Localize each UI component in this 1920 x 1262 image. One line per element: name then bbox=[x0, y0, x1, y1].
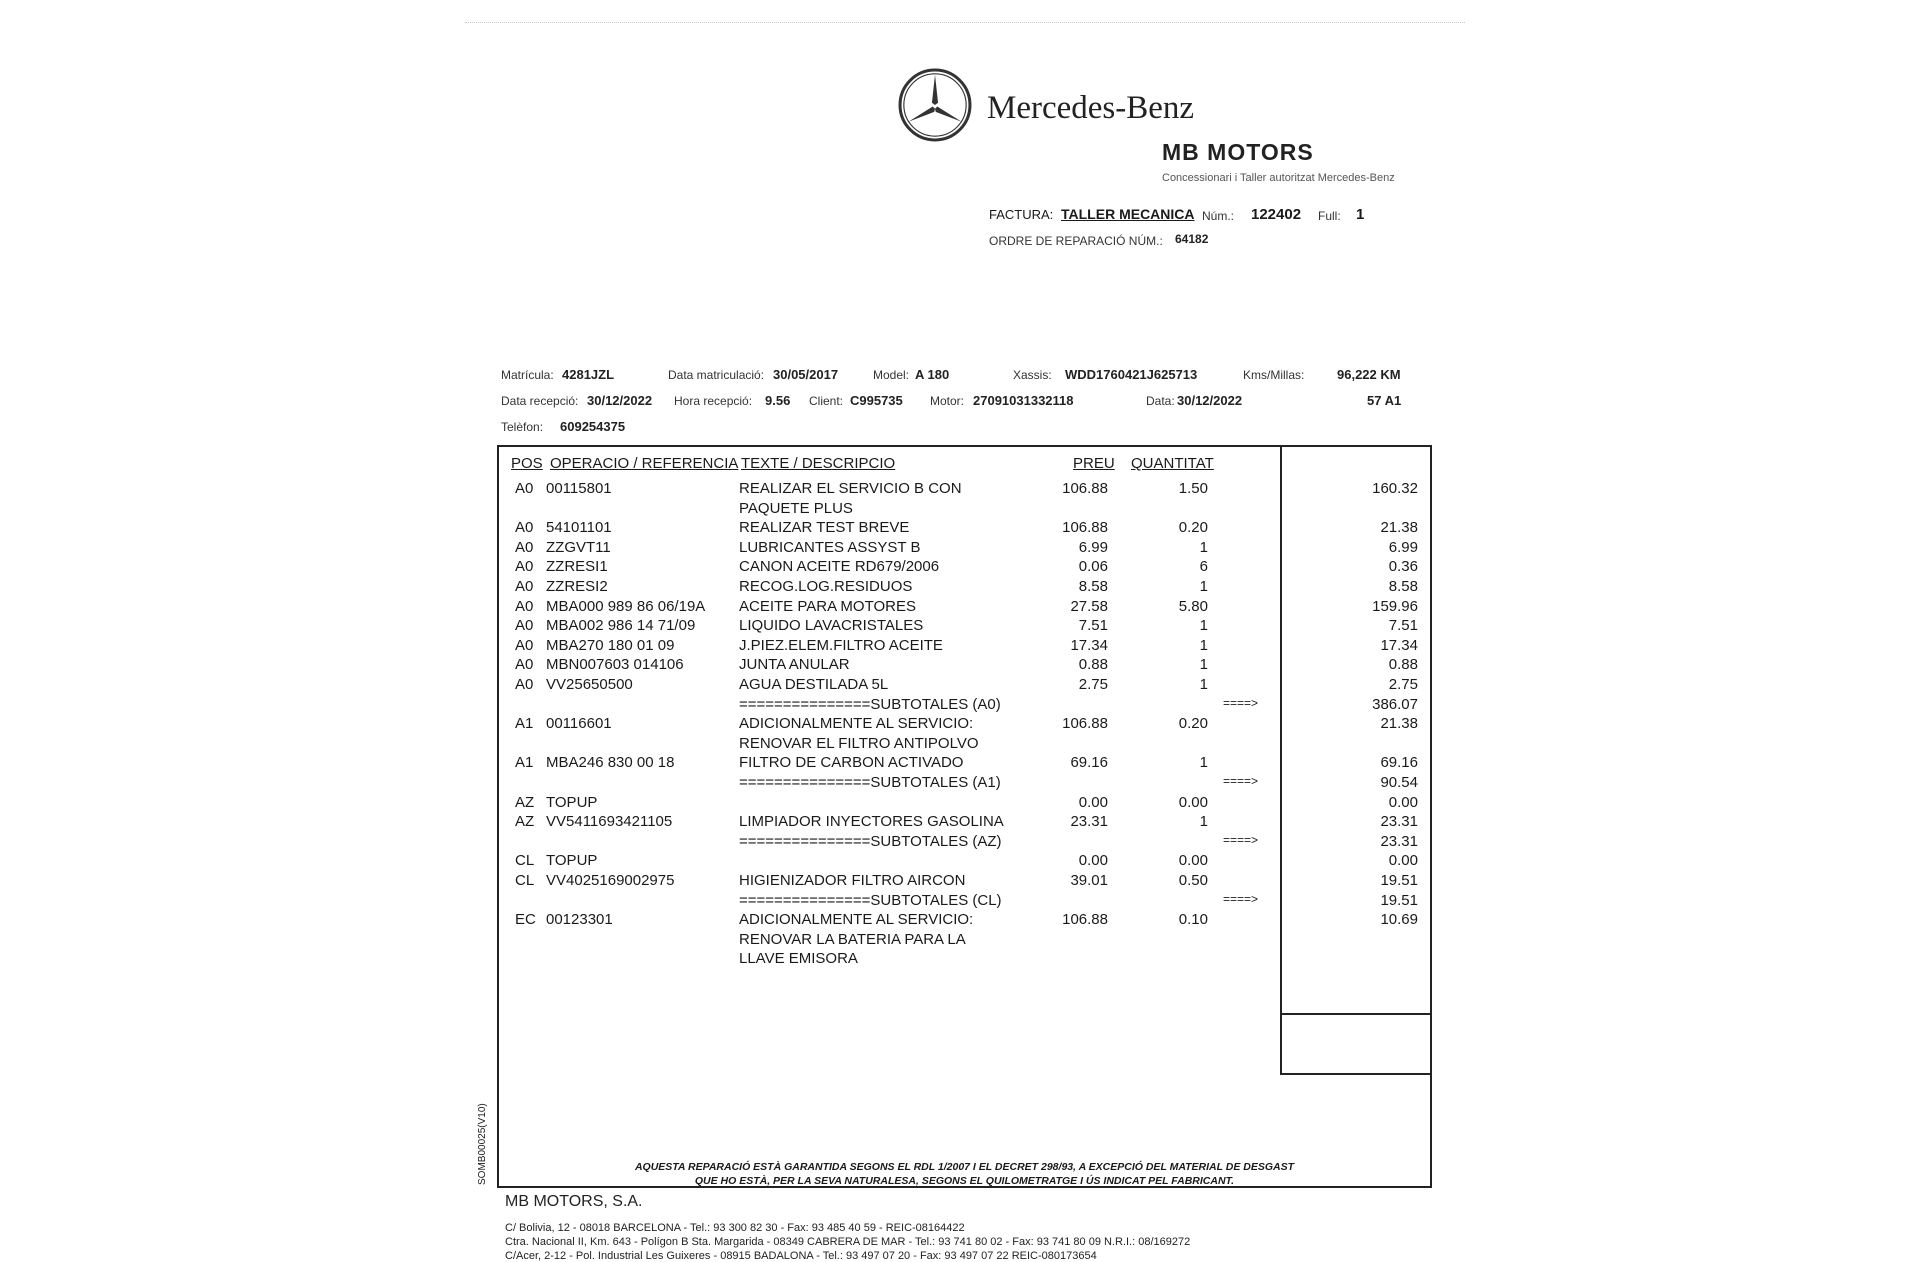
matricula-label: Matrícula: bbox=[501, 368, 554, 382]
row-desc: REALIZAR EL SERVICIO B CON bbox=[739, 480, 962, 497]
row-qty: 1 bbox=[1199, 538, 1208, 556]
table-row bbox=[0, 480, 1920, 500]
num-label: Núm.: bbox=[1202, 209, 1235, 223]
row-preu: 8.58 bbox=[1078, 578, 1108, 595]
table-row bbox=[0, 656, 1920, 676]
row-preu: 106.88 bbox=[1062, 480, 1108, 497]
row-total: 19.51 bbox=[1380, 872, 1418, 889]
row-ref: 00123301 bbox=[546, 911, 613, 929]
row-qty: 1.50 bbox=[1178, 480, 1208, 497]
row-preu: 0.00 bbox=[1078, 852, 1108, 870]
row-qty: 0.50 bbox=[1178, 872, 1208, 889]
row-pos: A0 bbox=[515, 538, 534, 556]
row-preu: 23.31 bbox=[1070, 813, 1108, 831]
row-desc: ADICIONALMENTE AL SERVICIO: bbox=[739, 715, 974, 733]
row-total: 160.32 bbox=[1372, 480, 1418, 497]
telefon-value: 609254375 bbox=[560, 419, 626, 434]
hora-recepcio-label: Hora recepció: bbox=[674, 394, 753, 408]
row-pos: A1 bbox=[515, 754, 534, 772]
brand-name: Mercedes-Benz bbox=[987, 90, 1195, 126]
row-total: 10.69 bbox=[1380, 911, 1418, 929]
row-arrow: ====> bbox=[1223, 891, 1259, 906]
row-total: 386.07 bbox=[1372, 695, 1418, 713]
row-desc: LIQUIDO LAVACRISTALES bbox=[739, 617, 924, 635]
table-row bbox=[0, 558, 1920, 578]
row-pos: CL bbox=[515, 852, 535, 870]
row-desc: RENOVAR EL FILTRO ANTIPOLVO bbox=[739, 734, 979, 752]
row-pos: AZ bbox=[515, 793, 535, 811]
row-total: 0.00 bbox=[1388, 793, 1418, 811]
row-arrow: ====> bbox=[1223, 695, 1259, 710]
telefon-label: Telèfon: bbox=[501, 420, 544, 434]
row-total: 17.34 bbox=[1380, 636, 1418, 654]
data-recepcio-value: 30/12/2022 bbox=[587, 393, 653, 408]
row-pos: A1 bbox=[515, 715, 534, 733]
footer-address-3: C/Acer, 2-12 - Pol. Industrial Les Guixeres - 08915 BADALONA - Tel.: 93 497 07 20 - Fax: 93 497 07 22 REIC-080173654 bbox=[505, 1250, 1097, 1262]
data-matriculacio-label: Data matriculació: bbox=[668, 368, 765, 382]
warranty-line-1: AQUESTA REPARACIÓ ESTÀ GARANTIDA SEGONS EL RDL 1/2007 I EL DECRET 298/93, A EXCEPCIÓ DEL MATERIAL DE DESGAST bbox=[634, 1161, 1295, 1173]
data-recepcio-label: Data recepció: bbox=[501, 394, 579, 408]
row-total: 0.00 bbox=[1388, 852, 1418, 870]
row-qty: 0.00 bbox=[1178, 793, 1208, 811]
row-arrow: ====> bbox=[1223, 774, 1259, 788]
row-ref: MBN007603 014106 bbox=[546, 656, 684, 674]
row-pos: EC bbox=[515, 911, 536, 929]
row-total: 69.16 bbox=[1380, 754, 1418, 772]
row-total: 7.51 bbox=[1388, 617, 1418, 635]
row-preu: 0.00 bbox=[1078, 793, 1108, 811]
full-label: Full: bbox=[1318, 209, 1341, 223]
row-qty: 5.80 bbox=[1178, 597, 1208, 615]
motor-value: 27091031332118 bbox=[973, 393, 1074, 408]
row-desc: LLAVE EMISORA bbox=[739, 950, 858, 968]
row-preu: 17.34 bbox=[1070, 636, 1108, 654]
num-value: 122402 bbox=[1251, 206, 1302, 223]
row-ref: MBA002 986 14 71/09 bbox=[546, 617, 696, 635]
table-row bbox=[0, 617, 1920, 637]
row-desc: ===============SUBTOTALES (AZ) bbox=[739, 832, 1002, 850]
kms-value: 96,222 KM bbox=[1337, 367, 1401, 382]
row-preu: 0.06 bbox=[1078, 558, 1108, 576]
table-row bbox=[0, 637, 1920, 657]
row-pos: CL bbox=[515, 872, 535, 889]
table-row bbox=[0, 931, 1920, 951]
row-ref: ZZRESI2 bbox=[546, 578, 608, 595]
row-desc: FILTRO DE CARBON ACTIVADO bbox=[739, 754, 964, 772]
form-code: SOMB00025(V10) bbox=[477, 1103, 488, 1185]
row-preu: 0.88 bbox=[1078, 656, 1108, 674]
table-row bbox=[0, 754, 1920, 774]
row-qty: 1 bbox=[1199, 754, 1208, 772]
full-value: 1 bbox=[1356, 206, 1365, 223]
row-desc: ===============SUBTOTALES (A0) bbox=[739, 695, 1001, 713]
table-row bbox=[0, 852, 1920, 872]
row-qty: 1 bbox=[1199, 617, 1208, 635]
row-pos: A0 bbox=[515, 617, 534, 635]
row-total: 23.31 bbox=[1380, 832, 1418, 850]
row-desc: REALIZAR TEST BREVE bbox=[739, 519, 910, 537]
row-pos: A0 bbox=[515, 656, 534, 674]
row-desc: PAQUETE PLUS bbox=[739, 499, 853, 517]
row-pos: A0 bbox=[515, 597, 534, 615]
row-desc: ===============SUBTOTALES (CL) bbox=[739, 891, 1002, 909]
row-ref: VV4025169002975 bbox=[546, 872, 675, 889]
motor-label: Motor: bbox=[930, 394, 965, 408]
row-qty: 1 bbox=[1199, 813, 1208, 831]
kms-label: Kms/Millas: bbox=[1243, 368, 1305, 382]
row-total: 21.38 bbox=[1380, 715, 1418, 733]
row-preu: 6.99 bbox=[1078, 538, 1108, 556]
table-row bbox=[0, 774, 1920, 794]
row-desc: JUNTA ANULAR bbox=[739, 656, 850, 674]
table-row bbox=[0, 715, 1920, 735]
header-desc: TEXTE / DESCRIPCIO bbox=[741, 455, 896, 472]
xassis-label: Xassis: bbox=[1013, 368, 1052, 382]
table-row bbox=[0, 519, 1920, 539]
mercedes-star-icon bbox=[897, 67, 973, 143]
row-desc: LUBRICANTES ASSYST B bbox=[739, 538, 921, 556]
row-ref: 00115801 bbox=[546, 480, 612, 497]
table-row bbox=[0, 950, 1920, 970]
data-value: 30/12/2022 bbox=[1177, 393, 1243, 408]
footer-address-1: C/ Bolivia, 12 - 08018 BARCELONA - Tel.: 93 300 82 30 - Fax: 93 485 40 59 - REIC-08164422 bbox=[505, 1222, 965, 1234]
table-row bbox=[0, 794, 1920, 814]
header-ref: OPERACIO / REFERENCIA bbox=[550, 455, 739, 472]
row-total: 21.38 bbox=[1380, 519, 1418, 537]
row-pos: A0 bbox=[515, 676, 534, 693]
row-qty: 0.00 bbox=[1178, 852, 1208, 870]
header-preu: PREU bbox=[1073, 455, 1115, 472]
row-total: 19.51 bbox=[1380, 891, 1418, 909]
row-qty: 1 bbox=[1199, 636, 1208, 654]
footer-address-2: Ctra. Nacional II, Km. 643 - Polígon B Sta. Margarida - 08349 CABRERA DE MAR - Tel.: 93 741 80 02 - Fax: 93 741 80 09 N.R.I.: 08/169272 bbox=[505, 1236, 1191, 1248]
header-pos: POS bbox=[511, 455, 543, 472]
table-row bbox=[0, 911, 1920, 931]
row-qty: 1 bbox=[1199, 676, 1208, 693]
row-ref: TOPUP bbox=[546, 793, 598, 811]
row-total: 0.88 bbox=[1388, 656, 1418, 674]
page-top-rule bbox=[465, 22, 1465, 23]
hora-recepcio-value: 9.56 bbox=[765, 393, 791, 408]
header-qty: QUANTITAT bbox=[1131, 455, 1214, 472]
footer-company: MB MOTORS, S.A. bbox=[505, 1193, 643, 1210]
row-total: 8.58 bbox=[1388, 578, 1418, 595]
row-qty: 0.20 bbox=[1178, 715, 1208, 733]
row-desc: CANON ACEITE RD679/2006 bbox=[739, 558, 940, 576]
row-total: 90.54 bbox=[1380, 774, 1418, 791]
row-preu: 106.88 bbox=[1062, 519, 1108, 537]
row-ref: 54101101 bbox=[546, 519, 612, 537]
row-total: 159.96 bbox=[1372, 597, 1418, 615]
row-desc: RECOG.LOG.RESIDUOS bbox=[739, 578, 913, 595]
row-preu: 27.58 bbox=[1070, 597, 1108, 615]
table-row bbox=[0, 696, 1920, 716]
row-qty: 1 bbox=[1199, 656, 1208, 674]
row-total: 6.99 bbox=[1388, 538, 1418, 556]
row-pos: AZ bbox=[515, 813, 535, 831]
row-arrow: ====> bbox=[1223, 832, 1259, 847]
table-row bbox=[0, 892, 1920, 912]
ordre-value: 64182 bbox=[1175, 232, 1209, 246]
row-preu: 39.01 bbox=[1070, 872, 1108, 889]
model-value: A 180 bbox=[915, 367, 950, 382]
table-row bbox=[0, 735, 1920, 755]
data-matriculacio-value: 30/05/2017 bbox=[773, 367, 839, 382]
row-ref: ZZGVT11 bbox=[546, 538, 611, 556]
table-row bbox=[0, 598, 1920, 618]
row-total: 2.75 bbox=[1388, 676, 1418, 693]
table-row bbox=[0, 500, 1920, 520]
table-row bbox=[0, 813, 1920, 833]
row-qty: 0.20 bbox=[1178, 519, 1208, 537]
table-row bbox=[0, 578, 1920, 598]
row-qty: 6 bbox=[1199, 558, 1208, 576]
warranty-line-2: QUE HO ESTÀ, PER LA SEVA NATURALESA, SEGONS EL QUILOMETRATGE I ÚS INDICAT PEL FABRICANT. bbox=[694, 1175, 1235, 1187]
totals-box-top-rule bbox=[1280, 1013, 1432, 1015]
row-qty: 1 bbox=[1199, 578, 1208, 595]
totals-box-bottom-rule bbox=[1280, 1073, 1432, 1075]
vehicle-code: 57 A1 bbox=[1367, 393, 1402, 408]
table-row bbox=[0, 872, 1920, 892]
dealer-logo: MB MOTORS bbox=[1162, 139, 1314, 165]
row-total: 0.36 bbox=[1388, 558, 1418, 576]
row-ref: MBA246 830 00 18 bbox=[546, 754, 675, 772]
row-preu: 7.51 bbox=[1078, 617, 1108, 635]
row-desc: ===============SUBTOTALES (A1) bbox=[739, 774, 1001, 791]
client-value: C995735 bbox=[850, 393, 903, 408]
row-pos: A0 bbox=[515, 578, 534, 595]
matricula-value: 4281JZL bbox=[562, 367, 615, 382]
row-desc: RENOVAR LA BATERIA PARA LA bbox=[739, 930, 966, 948]
row-desc: J.PIEZ.ELEM.FILTRO ACEITE bbox=[739, 636, 943, 654]
row-desc: HIGIENIZADOR FILTRO AIRCON bbox=[739, 872, 966, 889]
row-desc: ACEITE PARA MOTORES bbox=[739, 597, 916, 615]
table-row bbox=[0, 676, 1920, 696]
row-ref: 00116601 bbox=[546, 715, 612, 733]
model-label: Model: bbox=[873, 368, 910, 382]
row-desc: LIMPIADOR INYECTORES GASOLINA bbox=[739, 813, 1004, 831]
data-label: Data: bbox=[1146, 394, 1175, 408]
row-pos: A0 bbox=[515, 636, 534, 654]
ordre-label: ORDRE DE REPARACIÓ NÚM.: bbox=[989, 234, 1163, 248]
factura-label: FACTURA: bbox=[989, 207, 1054, 222]
client-label: Client: bbox=[809, 394, 844, 408]
table-row bbox=[0, 833, 1920, 853]
row-pos: A0 bbox=[515, 480, 534, 497]
row-desc: AGUA DESTILADA 5L bbox=[739, 676, 889, 693]
row-ref: MBA270 180 01 09 bbox=[546, 636, 675, 654]
row-desc: ADICIONALMENTE AL SERVICIO: bbox=[739, 911, 974, 929]
row-preu: 106.88 bbox=[1062, 715, 1108, 733]
row-ref: TOPUP bbox=[546, 852, 598, 870]
row-ref: ZZRESI1 bbox=[546, 558, 608, 576]
row-ref: VV25650500 bbox=[546, 676, 633, 693]
row-ref: VV5411693421105 bbox=[546, 813, 673, 831]
row-total: 23.31 bbox=[1380, 813, 1418, 831]
table-row bbox=[0, 539, 1920, 559]
factura-value: TALLER MECANICA bbox=[1061, 206, 1195, 222]
dealer-subtitle: Concessionari i Taller autoritzat Mercedes-Benz bbox=[1162, 172, 1395, 184]
row-qty: 0.10 bbox=[1178, 911, 1208, 929]
xassis-value: WDD1760421J625713 bbox=[1065, 367, 1198, 382]
row-ref: MBA000 989 86 06/19A bbox=[546, 597, 706, 615]
row-pos: A0 bbox=[515, 519, 534, 537]
row-preu: 106.88 bbox=[1062, 911, 1108, 929]
row-pos: A0 bbox=[515, 558, 534, 576]
row-preu: 2.75 bbox=[1078, 676, 1108, 693]
row-preu: 69.16 bbox=[1070, 754, 1108, 772]
